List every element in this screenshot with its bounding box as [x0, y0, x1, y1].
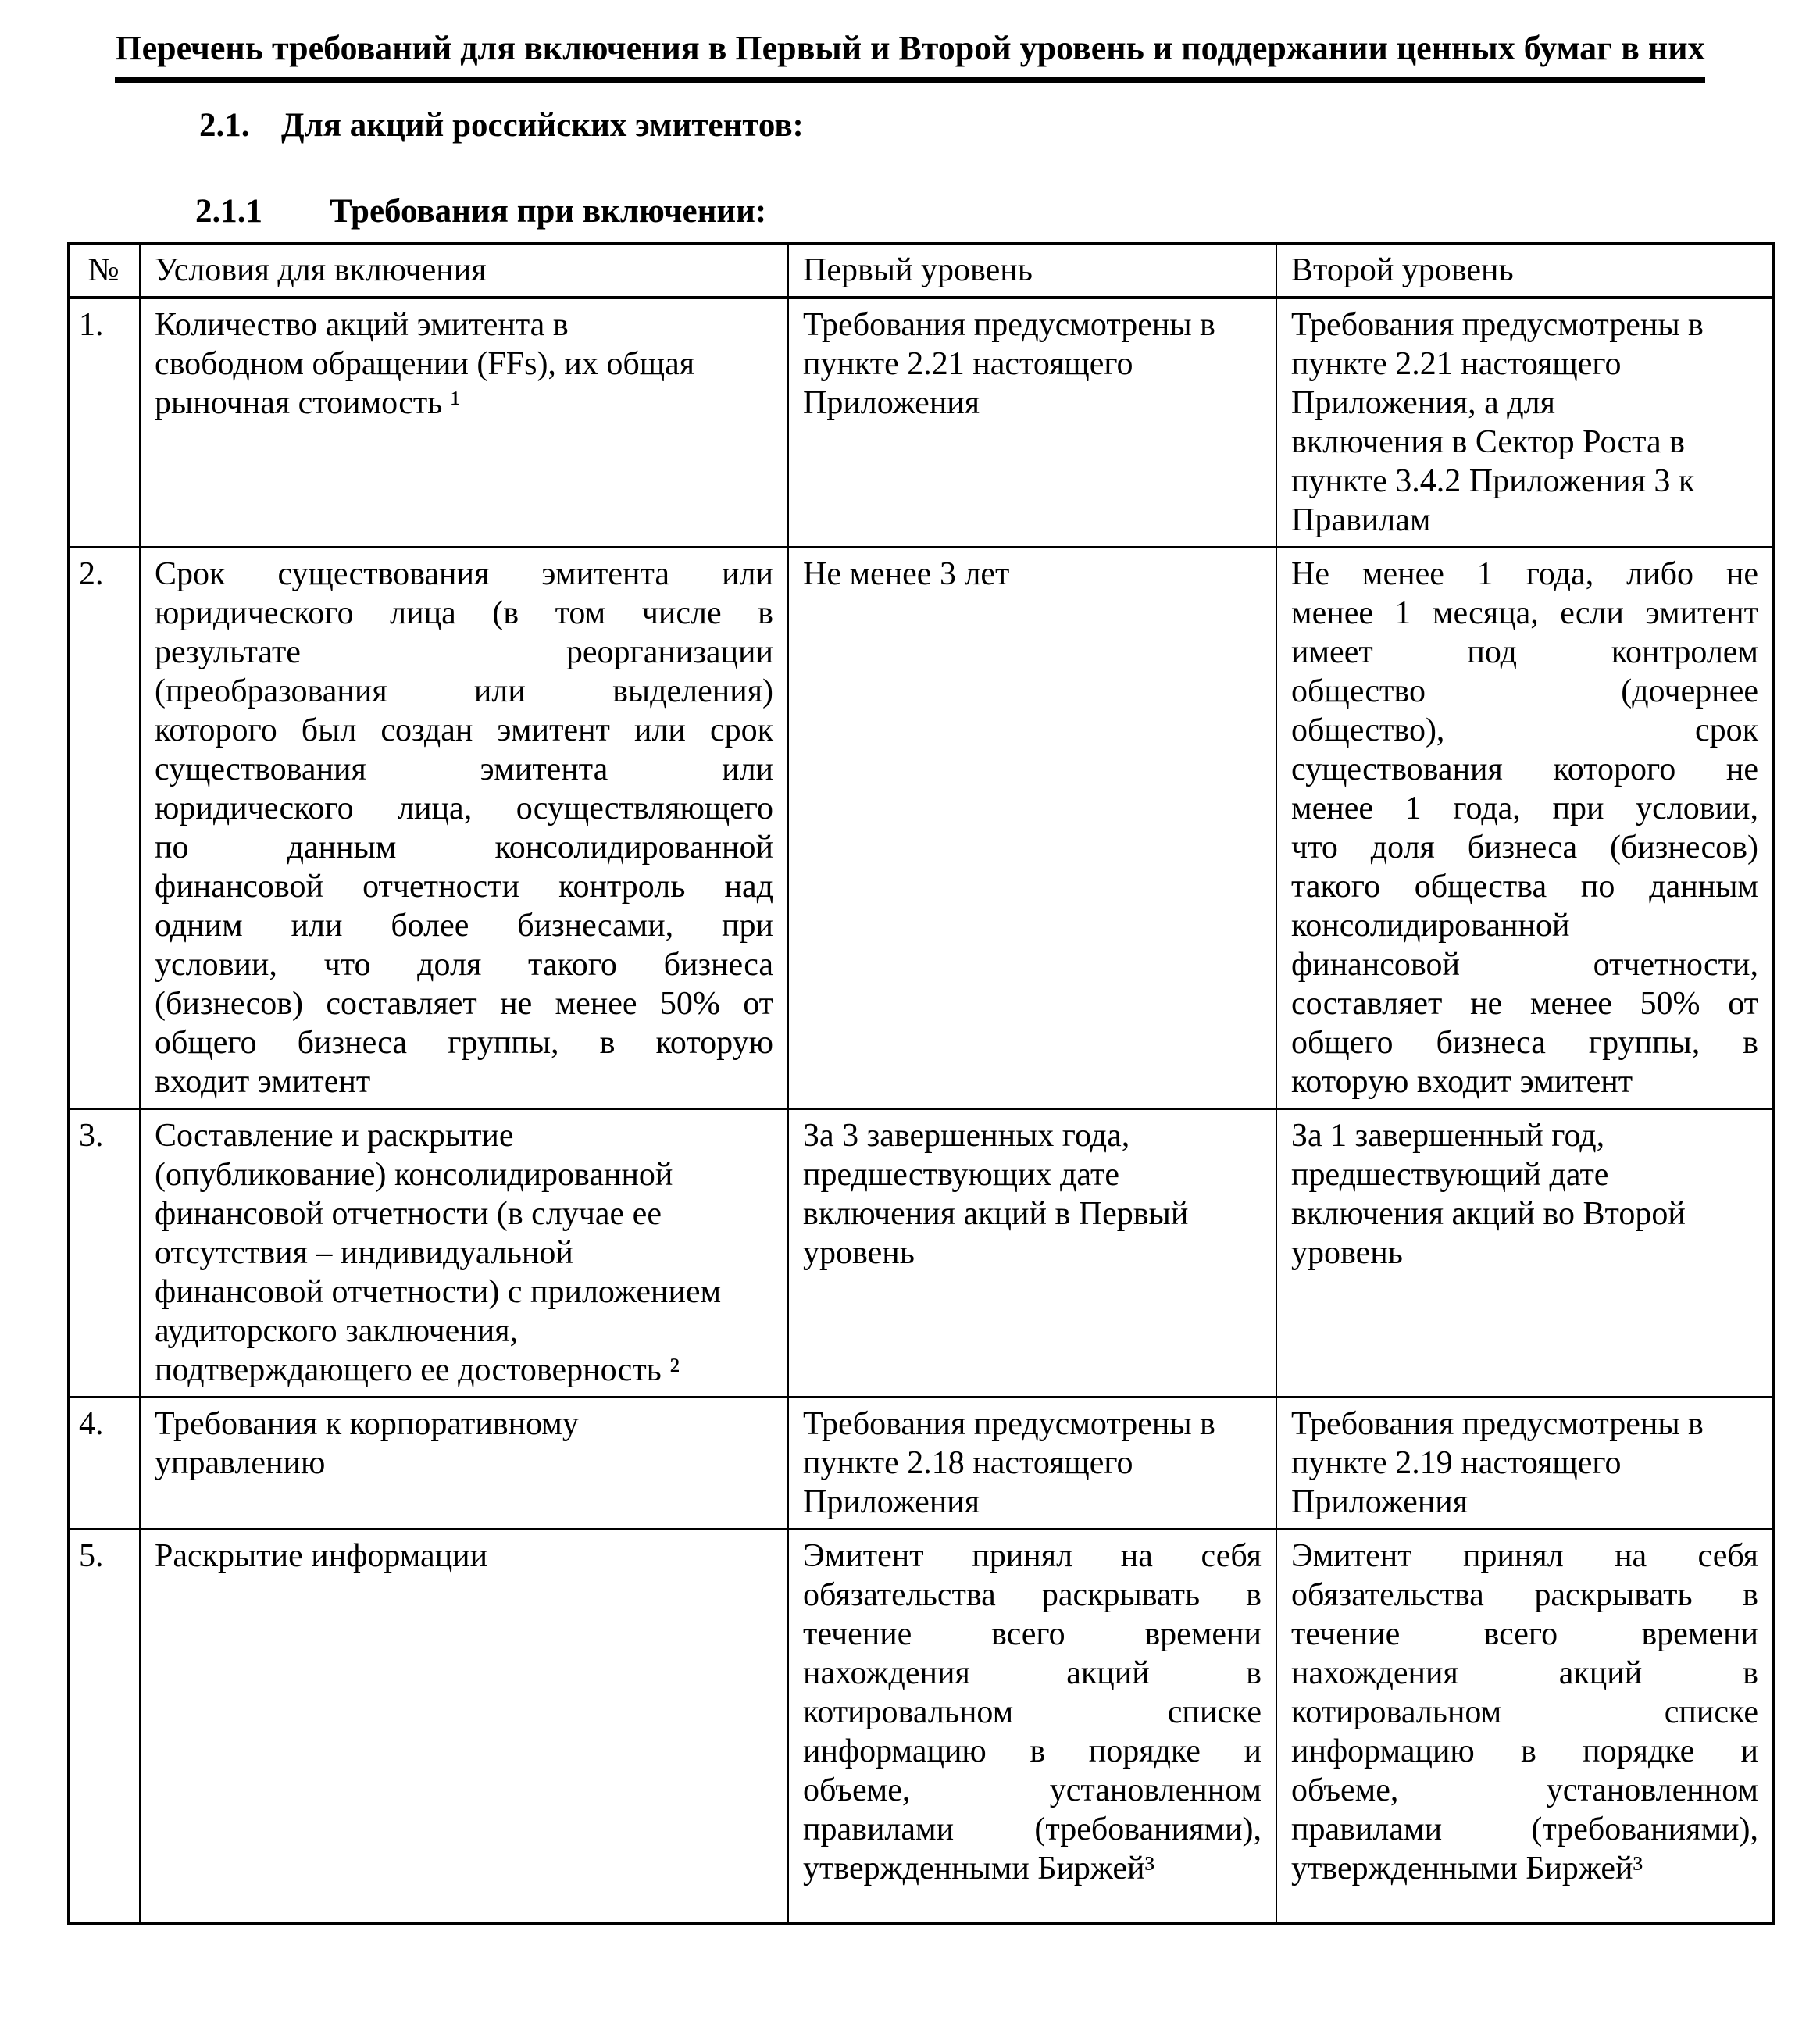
condition-cell: Требования к корпоративному управлению	[141, 1398, 789, 1528]
row-number-cell: 4.	[70, 1398, 141, 1528]
header-cell-level1: Первый уровень	[789, 245, 1277, 296]
level1-cell: Требования предусмотрены в пункте 2.18 настоящего Приложения	[789, 1398, 1277, 1528]
level2-cell: Не менее 1 года, либо не менее 1 месяца, если эмитент имеет под контролем общество (дочернее общество), срок существования которого не менее 1 года, при условии, что доля бизнеса (бизнесов) такого общества по данным консолидированной финансовой отчетности, составляет не менее 50% от общего бизнеса группы, в которую входит эмитент	[1291, 556, 1758, 1100]
table-row	[70, 299, 1772, 548]
row-number-cell: 2.	[70, 548, 141, 1108]
row-number-cell: 1.	[70, 299, 141, 546]
page-title-text: Перечень требований для включения в Первый и Второй уровень и поддержании ценных бумаг в них	[115, 27, 1704, 83]
level2-cell: Требования предусмотрены в пункте 2.19 настоящего Приложения	[1291, 1406, 1704, 1520]
header-cell-condition: Условия для включения	[141, 245, 789, 296]
level2-cell: Эмитент принял на себя обязательства раскрывать в течение всего времени нахождения акций в котировальном списке информацию в порядке и объеме, установленном правилами (требованиями), утвержденными Биржей³	[1291, 1538, 1758, 1886]
section-number: 2.1.	[199, 107, 250, 144]
section-heading	[199, 106, 1820, 145]
table-row	[70, 1398, 1772, 1530]
condition-cell: Раскрытие информации	[141, 1530, 789, 1922]
level1-cell: Эмитент принял на себя обязательства раскрывать в течение всего времени нахождения акций в котировальном списке информацию в порядке и объеме, установленном правилами (требованиями), утвержденными Биржей³	[789, 1530, 1277, 1922]
condition-cell: Количество акций эмитента в свободном обращении (FFs), их общая рыночная стоимость ¹	[141, 299, 789, 546]
condition-cell: Составление и раскрытие (опубликование) консолидированной финансовой отчетности (в случае ее отсутствия – индивидуальной финансовой отчетности) с приложением аудиторского заключения, подтверждающего ее достоверность ²	[141, 1110, 789, 1396]
row-number-cell: 3.	[70, 1110, 141, 1396]
level1-cell: Не менее 3 лет	[789, 548, 1277, 1108]
level1-cell: Требования предусмотрены в пункте 2.21 настоящего Приложения	[789, 299, 1277, 546]
level1-cell: За 3 завершенных года, предшествующих дате включения акций в Первый уровень	[789, 1110, 1277, 1396]
condition-cell: Срок существования эмитента или юридического лица (в том числе в результате реорганизации (преобразования или выделения) которого был создан эмитент или срок существования эмитента или юридического лица, осуществляющего по данным консолидированной финансовой отчетности контроль над одним или более бизнесами, при условии, что доля такого бизнеса (бизнесов) составляет не менее 50% от общего бизнеса группы, в которую входит эмитент	[141, 548, 789, 1108]
level2-cell: За 1 завершенный год, предшествующий дате включения акций во Второй уровень	[1291, 1118, 1686, 1271]
header-cell-number: №	[70, 245, 141, 296]
level2-cell: Требования предусмотрены в пункте 2.21 настоящего Приложения, а для включения в Сектор Роста в пункте 3.4.2 Приложения 3 к Правилам	[1291, 307, 1704, 538]
table-header-row	[70, 245, 1772, 299]
subsection-number: 2.1.1	[195, 193, 262, 230]
subsection-heading	[195, 192, 1820, 231]
row-number-cell: 5.	[70, 1530, 141, 1922]
table-row	[70, 548, 1772, 1110]
section-label: Для акций российских эмитентов:	[281, 107, 804, 144]
header-cell-level2: Второй уровень	[1291, 252, 1514, 288]
requirements-table	[67, 242, 1775, 1925]
page-title	[0, 27, 1820, 83]
subsection-label: Требования при включении:	[330, 193, 767, 230]
table-row	[70, 1530, 1772, 1922]
table-row	[70, 1110, 1772, 1398]
